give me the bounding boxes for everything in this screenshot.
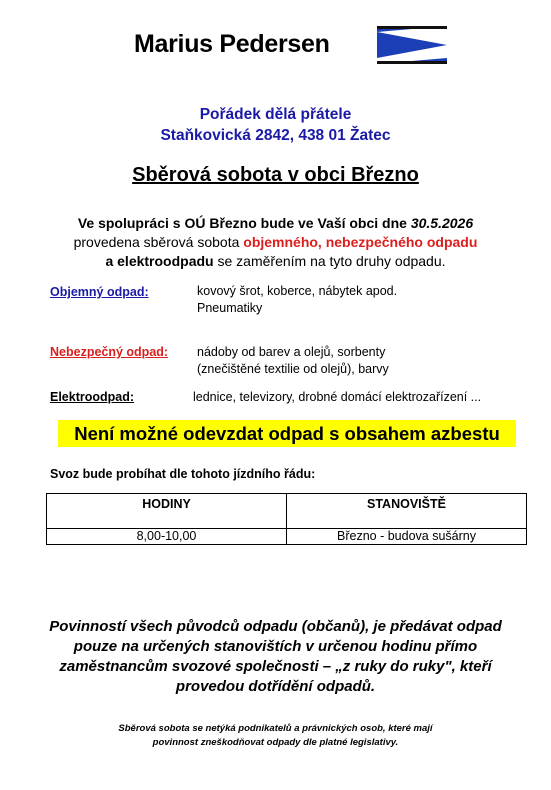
hazardous-waste-highlight: nebezpečného odpadu xyxy=(321,234,478,250)
schedule-label: Svoz bude probíhat dle tohoto jízdního řádu: xyxy=(50,467,316,481)
duty-line: Povinností všech původců odpadu (občanů), je předávat odpad xyxy=(49,618,502,635)
footnote xyxy=(0,722,551,750)
waste-type-label-hazardous: Nebezpečný odpad: xyxy=(50,345,169,359)
intro-paragraph xyxy=(0,214,551,271)
cell-hours: 8,00-10,00 xyxy=(47,529,287,545)
address-line: Staňkovická 2842, 438 01 Žatec xyxy=(160,127,391,144)
waste-desc-line: Pneumatiky xyxy=(197,301,263,315)
waste-type-label-electro: Elektroodpad: xyxy=(50,390,135,404)
company-name: Marius Pedersen xyxy=(134,30,330,58)
schedule-table xyxy=(46,493,527,545)
waste-desc-line: (znečištěné textilie od olejů), barvy xyxy=(197,362,389,376)
duty-line: pouze na určených stanovištích v určenou hodinu přímo xyxy=(73,638,478,655)
table-header-row xyxy=(47,494,527,529)
waste-type-label-bulky: Objemný odpad: xyxy=(50,285,149,299)
motto-line: Pořádek dělá přátele xyxy=(199,106,352,123)
column-header-hours: HODINY xyxy=(47,494,287,529)
waste-desc-line: kovový šrot, koberce, nábytek apod. xyxy=(197,284,398,298)
page-title: Sběrová sobota v obci Březno xyxy=(132,164,419,186)
bulky-waste-highlight: objemného, xyxy=(243,234,322,250)
motto xyxy=(0,104,551,146)
intro-text: provedena sběrová sobota xyxy=(73,234,244,250)
electro-waste-text: a elektroodpadu xyxy=(105,253,214,269)
event-date: 30.5.2026 xyxy=(410,215,474,231)
waste-desc-line: lednice, televizory, drobné domácí elektrozařízení ... xyxy=(193,390,482,404)
footnote-line: povinnost zneškodňovat odpady dle platné legislativy. xyxy=(152,737,399,748)
intro-text: Ve spolupráci s OÚ Březno bude ve Vaší obci dne xyxy=(77,215,411,231)
marius-pedersen-flag-logo-icon xyxy=(377,26,447,64)
waste-type-desc-hazardous xyxy=(197,344,389,378)
cell-location: Březno - budova sušárny xyxy=(287,529,527,545)
waste-desc-line: nádoby od barev a olejů, sorbenty xyxy=(197,345,386,359)
waste-type-desc-bulky xyxy=(197,283,397,317)
table-row xyxy=(47,529,527,545)
intro-text: se zaměřením na tyto druhy odpadu. xyxy=(213,253,446,269)
duty-line: zaměstnancům svozové společnosti – „z ruky do ruky", kteří xyxy=(59,658,492,675)
asbestos-warning: Není možné odevzdat odpad s obsahem azbestu xyxy=(58,420,516,447)
footnote-line: Sběrová sobota se netýká podnikatelů a právnických osob, které mají xyxy=(118,723,433,734)
column-header-location: STANOVIŠTĚ xyxy=(287,494,527,529)
waste-type-desc-electro xyxy=(193,389,481,406)
duty-notice xyxy=(0,617,551,697)
duty-line: provedou dotřídění odpadů. xyxy=(175,678,376,695)
